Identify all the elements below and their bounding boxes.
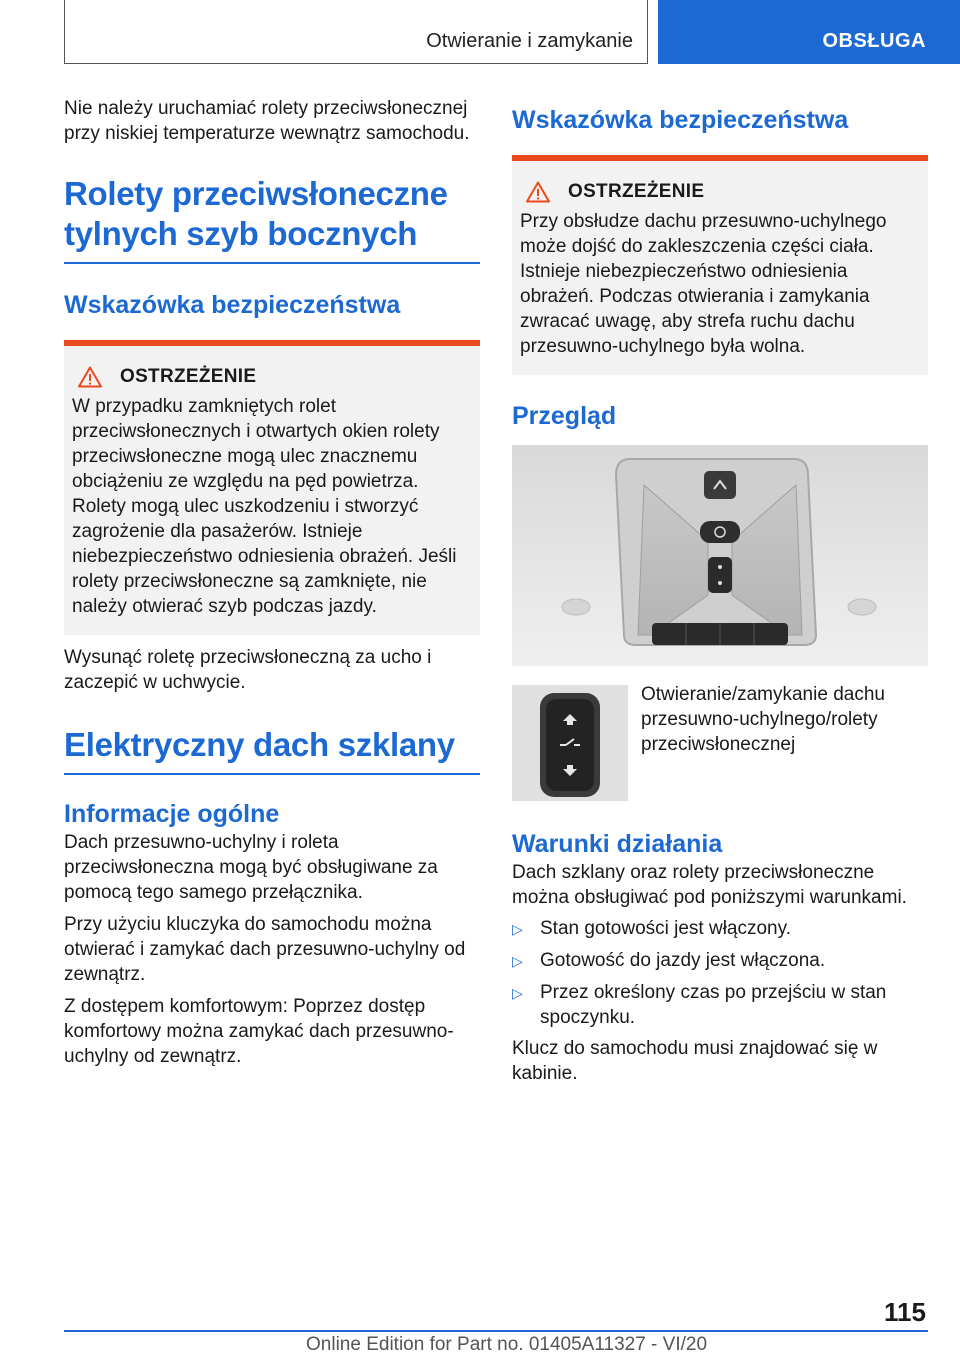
key-note: Klucz do samochodu musi znajdować się w kabinie. [512,1038,878,1084]
condition-text: Przez określony czas po przejściu w stan spoczynku. [540,982,887,1028]
glass-roof-safety-heading: Wskazówka bezpieczeństwa [512,106,849,134]
conditions-heading: Warunki działania [512,830,723,858]
warning-text: W przypadku zamkniętych rolet przeciwsłonecznych i otwartych okien rolety przeciwsłoneczne mogą ulec znacznemu obciążeniu ze względu na pęd powietrza. Rolety mogą ulec uszkodzeniu i stworzyć zagrożenie dla pasażerów. Istnieje niebezpieczeństwo odniesienia obrażeń. Jeśli rolety przeciwsłoneczne są zamknięte, nie należy otwierać szyb podczas jazdy. [72,396,457,617]
glass-roof-paragraph: Przy użyciu kluczyka do samochodu można otwierać i zamykać dach przesuwno-uchylny od zewnątrz. [64,914,466,985]
title-rule [64,773,480,775]
warning-triangle-icon [78,366,102,388]
overhead-console-photo [512,445,928,666]
glass-roof-paragraph: Z dostępem komfortowym: Poprzez dostęp komfortowy można zamykać dach przesuwno-uchylny od zewnątrz. [64,996,454,1067]
warning-triangle-icon [526,181,550,203]
title-rule [64,262,480,264]
condition-text: Stan gotowości jest włączony. [540,918,791,939]
glass-roof-title: Elektryczny dach szklany [64,726,455,763]
switch-detail-row [512,685,928,801]
left-column [64,96,480,1076]
footer-rule [64,1330,928,1332]
list-item [512,948,928,974]
switch-caption: Otwieranie/zamykanie dachu przesuwno-uchylnego/rolety przeciwsłonecznej [641,684,885,755]
header-chapter-tab[interactable] [658,0,960,64]
intro-paragraph: Nie należy uruchamiać rolety przeciwsłonecznej przy niskiej temperaturze wewnątrz samochodu. [64,98,470,144]
list-item [512,980,928,1030]
rear-blinds-title: Rolety przeciwsłoneczne tylnych szyb bocznych [64,175,448,252]
overhead-console-illustration [512,445,928,666]
header-chapter-label: OBSŁUGA [822,30,926,52]
triangle-bullet-icon: ▷ [512,953,523,969]
header-section-title: Otwieranie i zamykanie [426,30,633,52]
overview-heading: Przegląd [512,402,617,430]
triangle-bullet-icon: ▷ [512,921,523,937]
warning-label: OSTRZEŻENIE [568,181,705,202]
condition-text: Gotowość do jazdy jest włączona. [540,950,826,971]
conditions-intro: Dach szklany oraz rolety przeciwsłoneczne można obsługiwać pod poniższymi warunkami. [512,862,907,908]
glass-roof-warning-box [512,155,928,375]
warning-text: Przy obsłudze dachu przesuwno-uchylnego może dojść do zakleszczenia części ciała. Istnieje niebezpieczeństwo odniesienia obrażeń. Podczas otwierania i zamykania zwracać uwagę, aby strefa ruchu dachu przesuwno-uchylnego była wolna. [520,211,887,357]
header-section-box [64,0,648,64]
rear-blinds-warning-box [64,340,480,635]
rear-blinds-safety-heading: Wskazówka bezpieczeństwa [64,291,401,319]
warning-label: OSTRZEŻENIE [120,366,257,387]
list-item [512,916,928,942]
glass-roof-paragraph: Dach przesuwno-uchylny i roleta przeciwsłoneczna mogą być obsługiwane za pomocą tego samego przełącznika. [64,832,438,903]
rear-blinds-instruction: Wysunąć roletę przeciwsłoneczną za ucho i zaczepić w uchwycie. [64,647,432,693]
conditions-list [512,916,928,1030]
roof-switch-illustration [512,685,628,801]
triangle-bullet-icon: ▷ [512,985,523,1001]
page-number: 115 [884,1297,926,1327]
general-info-heading: Informacje ogólne [64,800,280,828]
roof-switch-photo [512,685,628,801]
right-column [512,96,928,1093]
edition-link[interactable]: Online Edition for Part no. 01405A11327 - VI/20 [306,1334,708,1355]
